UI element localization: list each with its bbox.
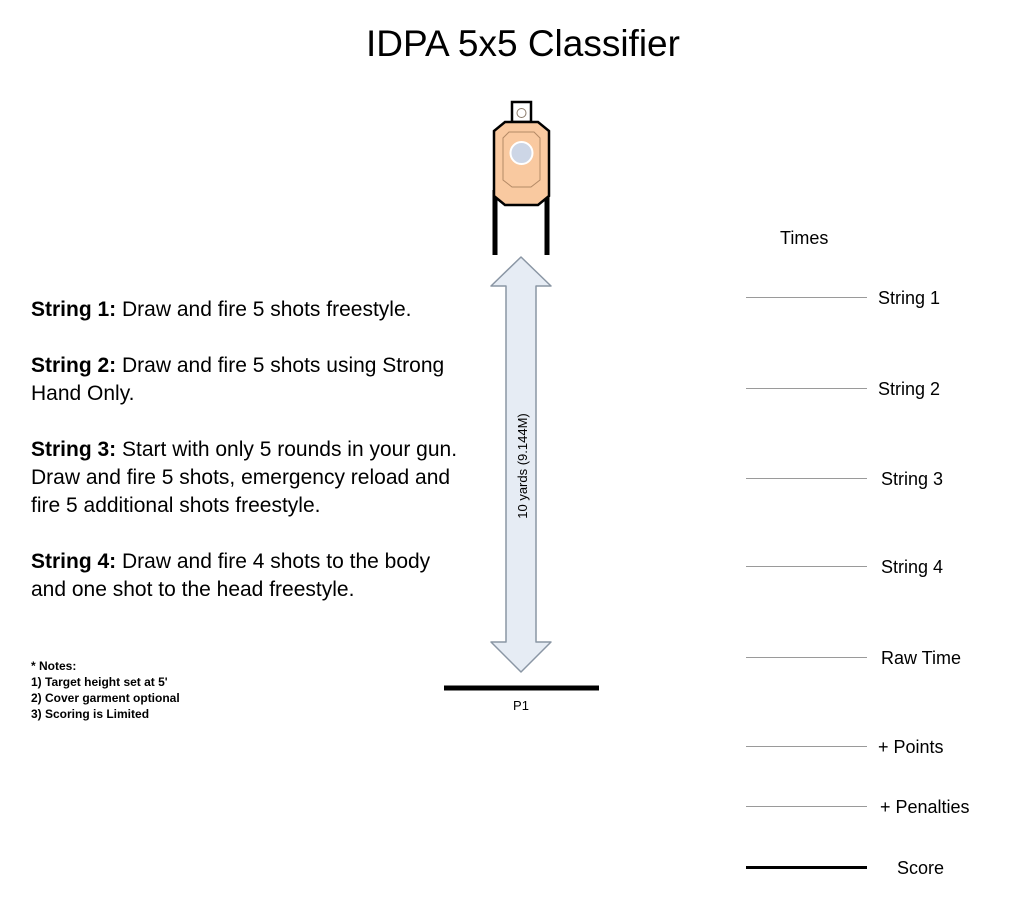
time-row-string-4[interactable] <box>746 555 1006 579</box>
time-row-raw-time[interactable] <box>746 646 1006 670</box>
note-item: 3) Scoring is Limited <box>31 707 150 721</box>
time-entry-line <box>746 478 867 479</box>
time-row-label: String 1 <box>878 288 941 308</box>
idpa-target <box>494 102 549 205</box>
time-entry-line <box>746 806 867 807</box>
time-entry-line <box>746 297 867 298</box>
time-row-label: String 3 <box>881 469 944 489</box>
time-row-points[interactable] <box>746 735 1006 759</box>
page-title: IDPA 5x5 Classifier <box>366 23 680 64</box>
time-row-label: Raw Time <box>881 648 962 668</box>
string-4-text: Draw and fire 4 shots to the body and one shot to the head freestyle. <box>31 550 431 601</box>
note-item: 1) Target height set at 5' <box>31 675 168 689</box>
notes-heading: * Notes: <box>31 659 77 673</box>
time-row-string-2[interactable] <box>746 377 1006 401</box>
string-4-label: String 4: <box>31 550 117 573</box>
string-1-text: Draw and fire 5 shots freestyle. <box>116 298 412 321</box>
time-row-label: + Points <box>878 737 944 757</box>
string-2-label: String 2: <box>31 354 117 377</box>
position-label: P1 <box>513 698 529 713</box>
string-2-text: Draw and fire 5 shots using Strong Hand Only. <box>31 354 445 405</box>
time-row-label: + Penalties <box>880 797 970 817</box>
time-row-score[interactable] <box>746 856 1006 880</box>
string-1-label: String 1: <box>31 298 117 321</box>
time-row-string-1[interactable] <box>746 286 1006 310</box>
time-entry-line <box>746 657 867 658</box>
score-entry-line <box>746 866 867 869</box>
string-3-label: String 3: <box>31 438 117 461</box>
note-item: 2) Cover garment optional <box>31 691 180 705</box>
string-3-text: Start with only 5 rounds in your gun. Draw and fire 5 shots, emergency reload and fire 5 additional shots freestyle. <box>31 438 458 517</box>
time-row-label: String 4 <box>881 557 944 577</box>
time-row-label: Score <box>897 858 945 878</box>
distance-label: 10 yards (9.144M) <box>515 413 530 519</box>
time-entry-line <box>746 566 867 567</box>
time-row-label: String 2 <box>878 379 941 399</box>
times-title: Times <box>780 228 829 248</box>
time-entry-line <box>746 388 867 389</box>
time-row-string-3[interactable] <box>746 467 1006 491</box>
time-row-penalties[interactable] <box>746 795 1006 819</box>
target-head-circle <box>511 142 533 164</box>
time-entry-line <box>746 746 867 747</box>
